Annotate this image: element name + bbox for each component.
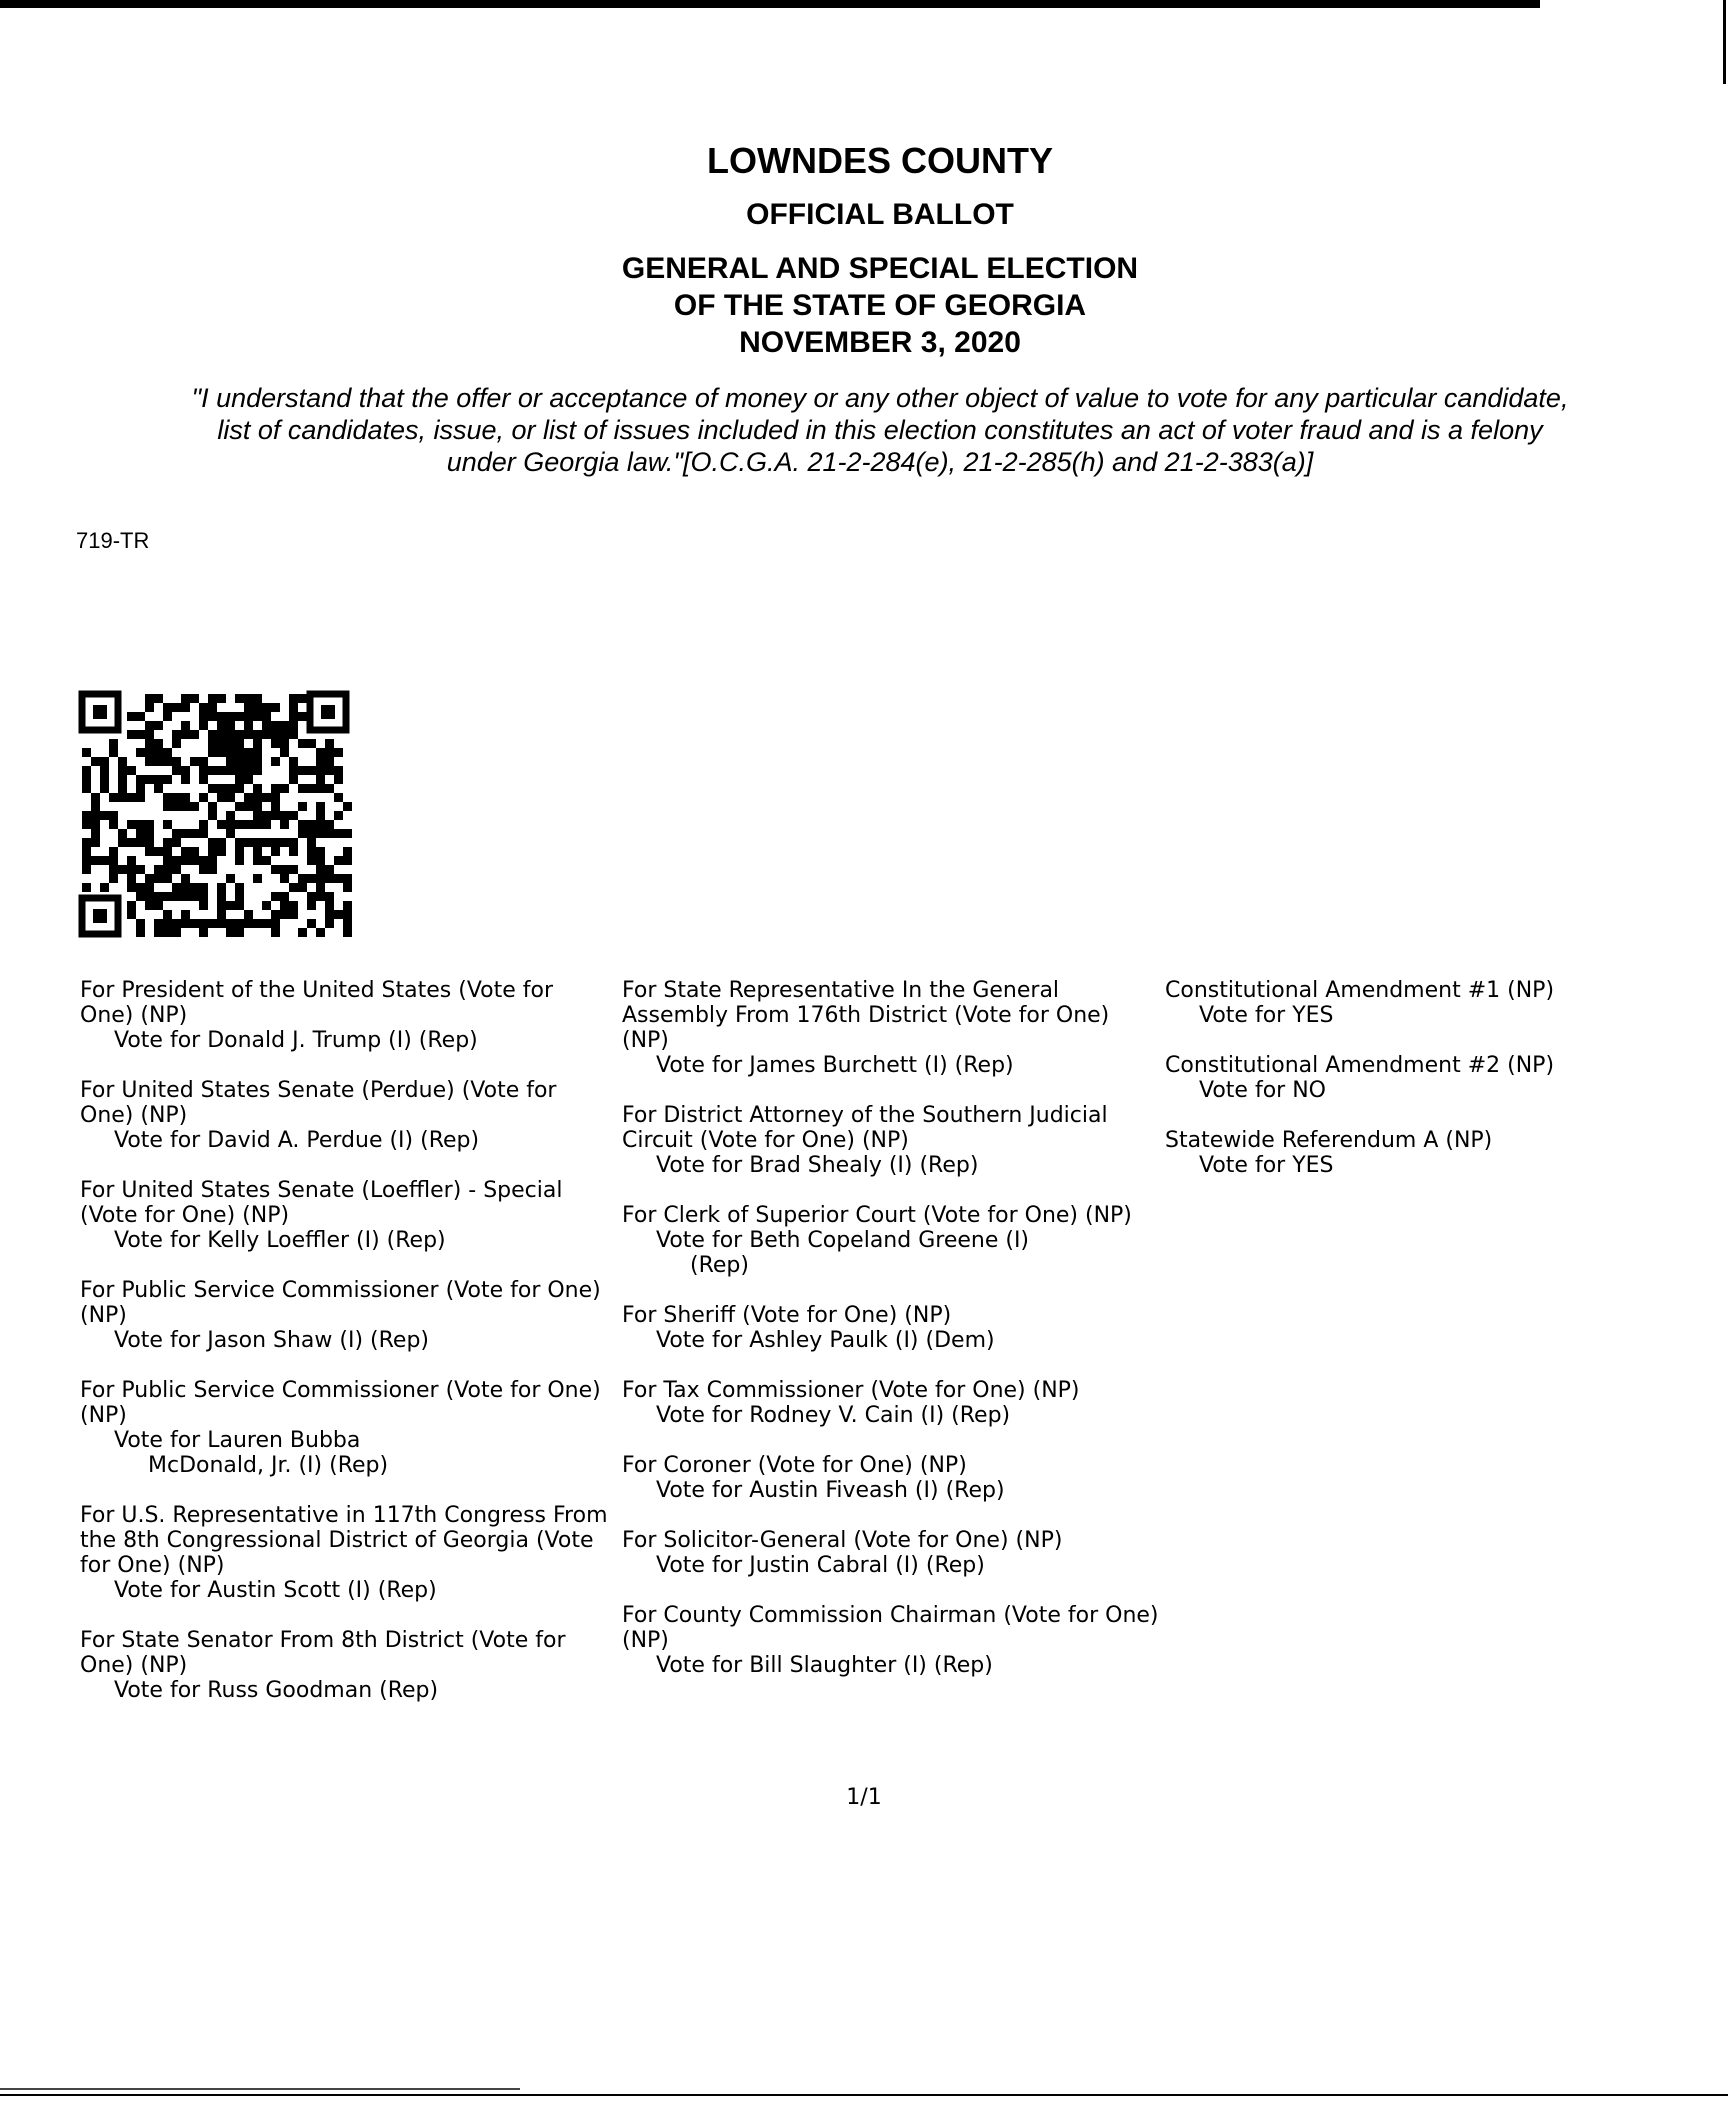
race-title: For United States Senate (Loeffler) - Special (Vote for One) (NP)	[80, 1178, 563, 1228]
vote-selection: Vote for Russ Goodman (Rep)	[114, 1678, 439, 1703]
vote-selection: Vote for Justin Cabral (I) (Rep)	[656, 1553, 985, 1578]
race-title: Statewide Referendum A (NP)	[1165, 1128, 1493, 1153]
race-title: For Sheriff (Vote for One) (NP)	[622, 1303, 952, 1328]
vote-selection: Vote for Kelly Loeffler (I) (Rep)	[114, 1228, 446, 1253]
notice-line-3: under Georgia law."[O.C.G.A. 21-2-284(e), 21-2-285(h) and 21-2-383(a)]	[446, 447, 1314, 477]
race-entry	[80, 978, 610, 1053]
vote-selection: Vote for NO	[1199, 1078, 1326, 1103]
race-entry	[622, 1303, 1162, 1353]
race-column-2	[622, 978, 1162, 1703]
race-column-3	[1165, 978, 1725, 1203]
vote-selection: Vote for David A. Perdue (I) (Rep)	[114, 1128, 480, 1153]
race-entry	[80, 1503, 610, 1603]
ballot-style-id: 719-TR	[76, 528, 150, 553]
race-entry	[1165, 978, 1725, 1028]
election-line-1: GENERAL AND SPECIAL ELECTION	[621, 252, 1139, 285]
race-title: For Tax Commissioner (Vote for One) (NP)	[622, 1378, 1080, 1403]
race-title: For State Representative In the General Assembly From 176th District (Vote for One) (NP)	[622, 978, 1110, 1053]
right-edge-mark	[1723, 0, 1726, 84]
race-title: For United States Senate (Perdue) (Vote for One) (NP)	[80, 1078, 557, 1128]
vote-selection: Vote for YES	[1199, 1153, 1334, 1178]
bottom-border-rule	[0, 2094, 1728, 2096]
voter-fraud-notice	[80, 382, 1680, 478]
race-title: For County Commission Chairman (Vote for One) (NP)	[622, 1603, 1159, 1653]
vote-selection: Vote for Ashley Paulk (I) (Dem)	[656, 1328, 995, 1353]
vote-selection: Vote for Brad Shealy (I) (Rep)	[656, 1153, 979, 1178]
race-entry	[622, 1453, 1162, 1503]
race-title: For U.S. Representative in 117th Congress From the 8th Congressional District of Georgia (Vote for One) (NP)	[80, 1503, 608, 1578]
race-entry	[80, 1278, 610, 1353]
race-title: For State Senator From 8th District (Vote for One) (NP)	[80, 1628, 566, 1678]
race-entry	[622, 1378, 1162, 1428]
race-entry	[80, 1378, 610, 1478]
county-title: LOWNDES COUNTY	[707, 140, 1053, 181]
election-line-2: OF THE STATE OF GEORGIA	[673, 289, 1087, 322]
race-title: For Public Service Commissioner (Vote for One) (NP)	[80, 1378, 601, 1428]
election-date: NOVEMBER 3, 2020	[739, 326, 1021, 359]
vote-selection: Vote for Rodney V. Cain (I) (Rep)	[656, 1403, 1011, 1428]
vote-selection: Vote for Bill Slaughter (I) (Rep)	[656, 1653, 993, 1678]
race-column-1	[80, 978, 610, 1728]
race-entry	[622, 978, 1162, 1078]
top-border-rule	[0, 0, 1540, 8]
notice-line-2: list of candidates, issue, or list of issues included in this election constitutes an act of voter fraud and is a felony	[217, 415, 1543, 445]
ballot-title: OFFICIAL BALLOT	[746, 198, 1014, 231]
race-title: For Clerk of Superior Court (Vote for One) (NP)	[622, 1203, 1132, 1228]
race-entry	[1165, 1053, 1725, 1103]
notice-line-1: "I understand that the offer or acceptance of money or any other object of value to vote for any particular candidate,	[191, 383, 1569, 413]
race-entry	[622, 1203, 1162, 1278]
vote-selection: Vote for Donald J. Trump (I) (Rep)	[114, 1028, 478, 1053]
bottom-edge-mark	[0, 2088, 520, 2090]
race-title: For Coroner (Vote for One) (NP)	[622, 1453, 967, 1478]
race-entry	[622, 1603, 1162, 1678]
vote-selection: Vote for Jason Shaw (I) (Rep)	[114, 1328, 430, 1353]
race-title: For Public Service Commissioner (Vote for One) (NP)	[80, 1278, 601, 1328]
race-title: Constitutional Amendment #1 (NP)	[1165, 978, 1555, 1003]
vote-selection: Vote for Beth Copeland Greene (I)	[656, 1228, 1030, 1253]
vote-selection: Vote for YES	[1199, 1003, 1334, 1028]
race-entry	[1165, 1128, 1725, 1178]
race-entry	[80, 1078, 610, 1153]
vote-selection: Vote for James Burchett (I) (Rep)	[656, 1053, 1014, 1078]
vote-selection: Vote for Austin Scott (I) (Rep)	[114, 1578, 437, 1603]
vote-selection-continued: (Rep)	[690, 1253, 749, 1278]
race-title: For District Attorney of the Southern Judicial Circuit (Vote for One) (NP)	[622, 1103, 1108, 1153]
race-entry	[622, 1528, 1162, 1578]
race-title: For Solicitor-General (Vote for One) (NP)	[622, 1528, 1063, 1553]
race-entry	[80, 1178, 610, 1253]
qr-code	[78, 690, 352, 940]
vote-selection-continued: McDonald, Jr. (I) (Rep)	[148, 1453, 389, 1478]
vote-selection: Vote for Austin Fiveash (I) (Rep)	[656, 1478, 1005, 1503]
vote-selection: Vote for Lauren Bubba	[114, 1428, 361, 1453]
election-heading	[16, 250, 1728, 361]
race-entry	[80, 1628, 610, 1703]
page-number: 1/1	[846, 1785, 882, 1810]
race-title: Constitutional Amendment #2 (NP)	[1165, 1053, 1555, 1078]
race-title: For President of the United States (Vote for One) (NP)	[80, 978, 554, 1028]
race-entry	[622, 1103, 1162, 1178]
